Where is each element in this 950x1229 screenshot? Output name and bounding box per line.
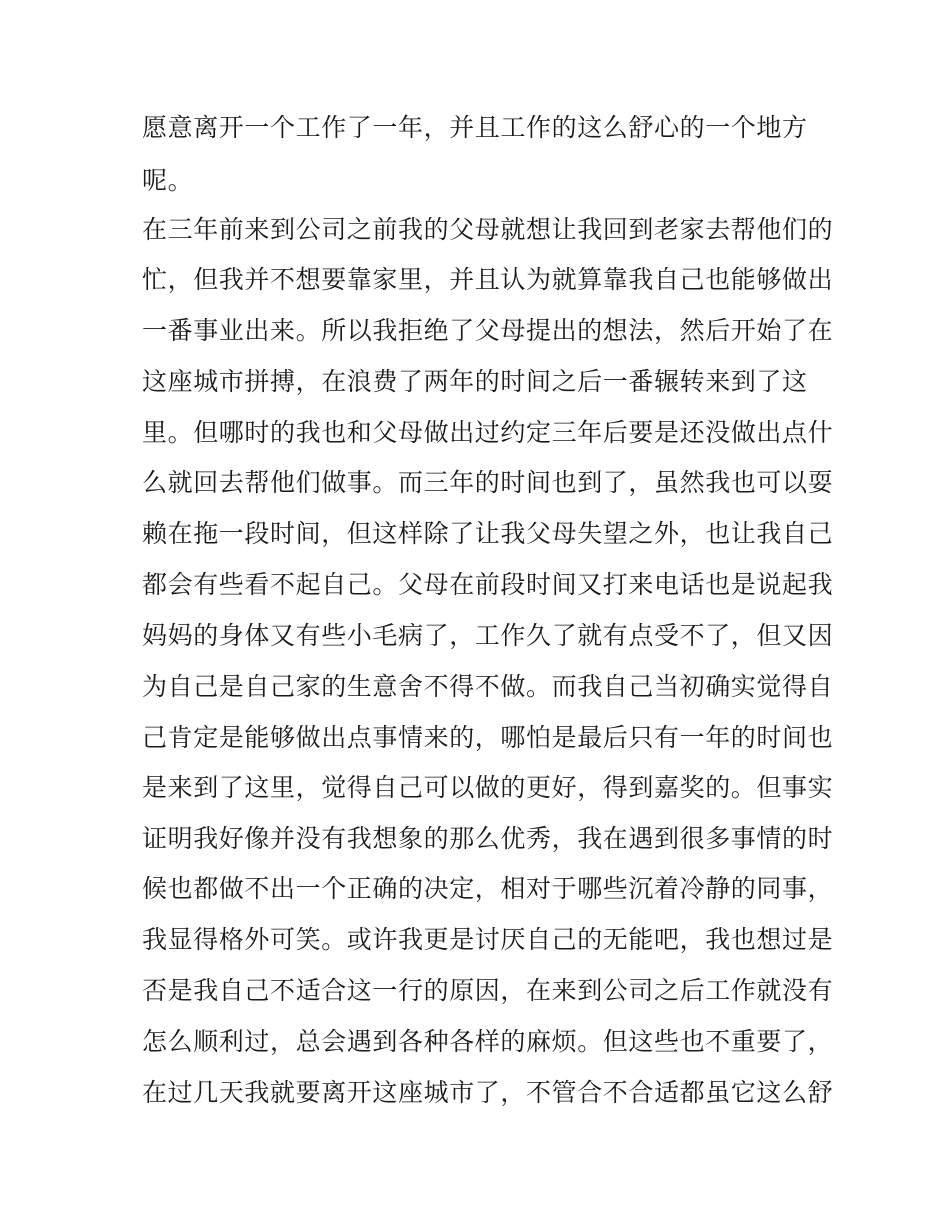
text-line: 呢。 <box>142 166 194 195</box>
text-line: 一番事业出来。所以我拒绝了父母提出的想法，然后开始了在 <box>142 316 834 345</box>
text-line: 么就回去帮他们做事。而三年的时间也到了，虽然我也可以耍 <box>142 468 834 497</box>
text-line: 为自己是自己家的生意舍不得不做。而我自己当初确实觉得自 <box>142 672 834 701</box>
text-line: 赖在拖一段时间，但这样除了让我父母失望之外，也让我自己 <box>142 519 834 548</box>
text-line: 在三年前来到公司之前我的父母就想让我回到老家去帮他们的 <box>142 215 834 244</box>
text-line: 都会有些看不起自己。父母在前段时间又打来电话也是说起我 <box>142 570 834 599</box>
text-line: 候也都做不出一个正确的决定，相对于哪些沉着冷静的同事， <box>142 874 834 903</box>
text-line: 否是我自己不适合这一行的原因，在来到公司之后工作就没有 <box>142 976 834 1005</box>
text-line: 在过几天我就要离开这座城市了，不管合不合适都虽它这么舒 <box>142 1078 834 1107</box>
text-line: 妈妈的身体又有些小毛病了，工作久了就有点受不了，但又因 <box>142 621 834 650</box>
text-line: 己肯定是能够做出点事情来的，哪怕是最后只有一年的时间也 <box>142 723 834 752</box>
text-line: 是来到了这里，觉得自己可以做的更好，得到嘉奖的。但事实 <box>142 773 834 802</box>
text-line: 里。但哪时的我也和父母做出过约定三年后要是还没做出点什 <box>142 418 834 447</box>
text-line: 愿意离开一个工作了一年，并且工作的这么舒心的一个地方 <box>142 113 808 142</box>
text-line: 这座城市拼搏，在浪费了两年的时间之后一番辗转来到了这 <box>142 367 808 396</box>
text-line: 忙，但我并不想要靠家里，并且认为就算靠我自己也能够做出 <box>142 265 834 294</box>
text-line: 我显得格外可笑。或许我更是讨厌自己的无能吧，我也想过是 <box>142 925 834 954</box>
text-line: 怎么顺利过，总会遇到各种各样的麻烦。但这些也不重要了， <box>142 1027 834 1056</box>
text-line: 证明我好像并没有我想象的那么优秀，我在遇到很多事情的时 <box>142 824 834 853</box>
